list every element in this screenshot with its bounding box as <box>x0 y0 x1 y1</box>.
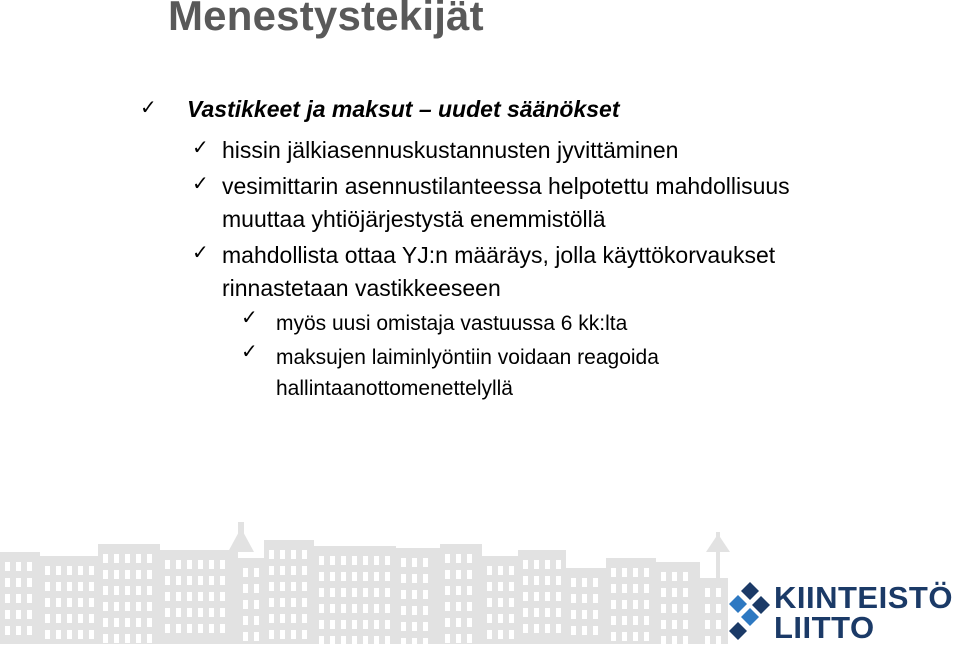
bullet-sub-2-text-line1: vesimittarin asennustilanteessa helpotettu mahdollisuus <box>222 173 790 199</box>
checkmark-icon: ✓ <box>192 171 209 195</box>
kiinteistoliitto-logo-icon <box>728 578 772 640</box>
logo-line-2: LIITTO <box>774 610 875 645</box>
bullet-sub-1-text: hissin jälkiasennuskustannusten jyvittäminen <box>222 137 679 163</box>
checkmark-icon: ✓ <box>241 339 258 363</box>
bullet-subsub-2-text-line2: hallintaanottomenettelyllä <box>276 377 513 400</box>
bullet-main-text: Vastikkeet ja maksut – uudet säänökset <box>187 96 620 122</box>
checkmark-icon: ✓ <box>192 240 209 264</box>
slide-title: Menestystekijät <box>168 0 484 39</box>
checkmark-icon: ✓ <box>140 95 157 119</box>
logo-wordmark <box>774 580 953 645</box>
bullet-sub-3-text-line1: mahdollista ottaa YJ:n määräys, jolla käyttökorvaukset <box>222 242 776 268</box>
bullet-sub-2-text-line2: muuttaa yhtiöjärjestystä enemmistöllä <box>222 206 606 232</box>
checkmark-icon: ✓ <box>241 305 258 329</box>
bullet-subsub-1-text: myös uusi omistaja vastuussa 6 kk:lta <box>276 312 628 335</box>
bullet-sub-3-text-line2: rinnastetaan vastikkeeseen <box>222 275 501 301</box>
logo-line-1: KIINTEISTÖ <box>774 580 953 615</box>
bullet-subsub-2-text-line1: maksujen laiminlyöntiin voidaan reagoida <box>276 346 659 369</box>
checkmark-icon: ✓ <box>192 135 209 159</box>
